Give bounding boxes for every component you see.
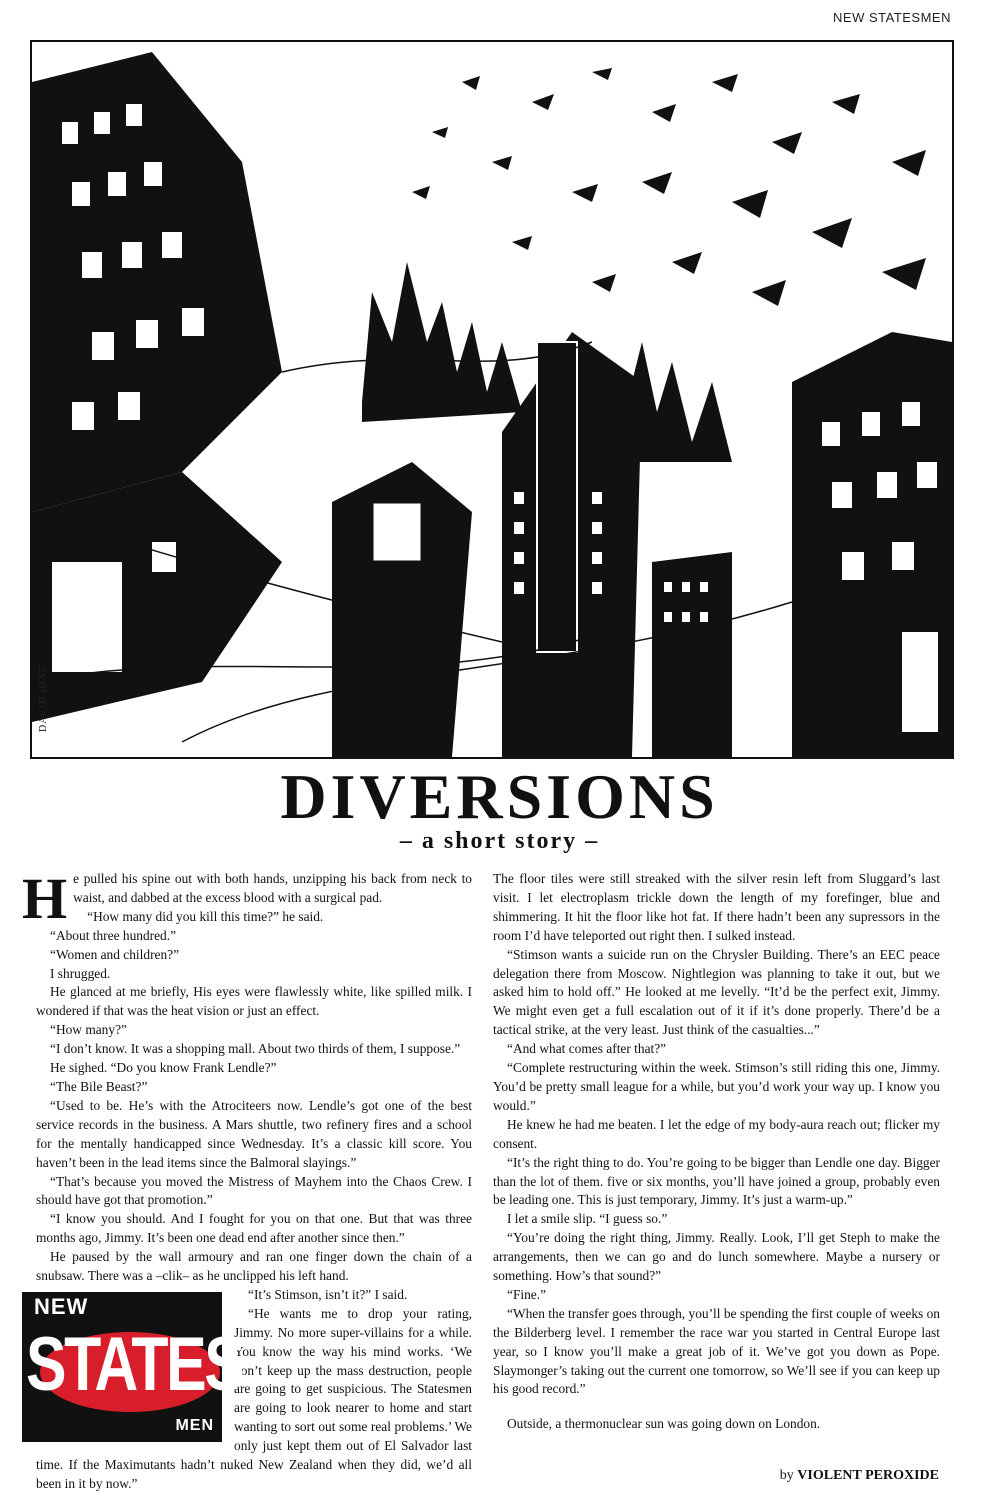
- paragraph: “Women and children?”: [50, 946, 180, 962]
- drop-cap: H: [22, 866, 68, 931]
- author-name: VIOLENT PEROXIDE: [797, 1468, 939, 1483]
- illustration-svg: [32, 42, 952, 757]
- paragraph: “That’s because you moved the Mistress of Mayhem into the Chaos Crew. I should have got that promotion.”: [36, 1173, 472, 1208]
- byline: [780, 1468, 939, 1484]
- paragraph: Outside, a thermonuclear sun was going down on London.: [507, 1416, 821, 1432]
- paragraph: “Fine.”: [507, 1286, 547, 1302]
- paragraph: “When the transfer goes through, you’ll be spending the first couple of weeks on the Bilderberg level. I remember the race war you started in Central Europe last year, so I know you’ll make a great job of it. We’ve got you down as Pope. Slaymonger’s taking out the current one tomorrow, so We’ll see if you can keep up his good record.”: [493, 1305, 940, 1397]
- logo-text-states: STATES: [26, 1321, 243, 1407]
- paragraph: “Stimson wants a suicide run on the Chrysler Building. There’s an EEC peace delegation there from Moscow. Nightlegion was planning to take it out, but we asked him to hold off.” He looked at me levelly. “It’d be the perfect exit, Jimmy. We might even get a full escalation out of it if it’s done properly. There’d be a tactical strike, at the very least. Just think of the casualties...”: [493, 946, 940, 1038]
- right-buildings: [792, 332, 952, 757]
- logo-text-men: MEN: [175, 1417, 214, 1435]
- paragraph: He knew he had me beaten. I let the edge of my body-aura reach out; flicker my consent.: [493, 1116, 940, 1151]
- paragraph: “I know you should. And I fought for you on that one. But that was three months ago, Jimmy. It’s been one dead end after another since then.”: [36, 1211, 472, 1246]
- paragraph: “Used to be. He’s with the Atrociteers now. Lendle’s got one of the best service records in the business. A Mars shuttle, two refinery fires and a school for the mentally handicapped since Wednesday. It’s a classic kill score. You haven’t been in the lead items since the Balmoral slayings.”: [36, 1097, 472, 1170]
- paragraph: “How many did you kill this time?” he said.: [87, 908, 324, 924]
- paragraph: I shrugged.: [50, 965, 111, 981]
- paragraph: “And what comes after that?”: [507, 1041, 667, 1057]
- paragraph: “You’re doing the right thing, Jimmy. Really. Look, I’ll get Steph to make the arrangements, then we can go and do lunch somewhere. Maybe a nursery or something. How’s that sound?”: [493, 1230, 940, 1284]
- paragraph: “How many?”: [50, 1022, 127, 1038]
- left-column: [22, 866, 472, 1494]
- illustrator-credit: DAVID HINE: [38, 664, 49, 732]
- paragraph: “I don’t know. It was a shopping mall. About two thirds of them, I suppose.”: [50, 1041, 461, 1057]
- city-illustration: [30, 40, 954, 759]
- paragraph: He sighed. “Do you know Frank Lendle?”: [50, 1060, 277, 1076]
- paragraph: He glanced at me briefly, His eyes were flawlessly white, like spilled milk. I wondered if that was the heat vision or just an effect.: [36, 984, 472, 1019]
- paragraph: “It’s the right thing to do. You’re going to be bigger than Lendle one day. Bigger than the lot of them. five or six months, you’ll have joined a group, probably even be leading one. This is just temporary, Jimmy. It’s just a warm-up.”: [493, 1154, 940, 1208]
- byline-prefix: by: [779, 1468, 794, 1483]
- story-title: DIVERSIONS: [280, 761, 719, 832]
- paragraph: He pulled his spine out with both hands, unzipping his back from neck to waist, and dabbed at the excess blood with a surgical pad.: [22, 866, 472, 931]
- right-column: [493, 870, 940, 1434]
- paragraph: He paused by the wall armoury and ran one finger down the chain of a snubsaw. There was a –clik– as he unclipped his left hand.: [36, 1249, 472, 1284]
- running-title: NEW STATESMEN: [833, 10, 951, 25]
- logo-text-new: NEW: [34, 1293, 89, 1319]
- paragraph: “It’s Stimson, isn’t it?” I said.: [248, 1286, 408, 1302]
- paragraph: The floor tiles were still streaked with the silver resin left from Sluggard’s last visit. I let electroplasm trickle down the length of my forefinger, blue and shimmering. It hit the floor like hot fat. If there hadn’t been any supressors in the room I’d have teleported out right then. I sulked instead.: [493, 871, 940, 943]
- new-statesmen-logo: [22, 1292, 243, 1442]
- paragraph: “About three hundred.”: [50, 927, 177, 943]
- paragraph: “Complete restructuring within the week. Stimson’s still riding this one, Jimmy. You’d be pretty small league for a while, but you’d work your way up. I know you would.”: [493, 1060, 940, 1113]
- paragraph: I let a smile slip. “I guess so.”: [507, 1211, 668, 1227]
- paragraph: “The Bile Beast?”: [50, 1078, 148, 1094]
- story-subtitle: – a short story –: [399, 828, 600, 854]
- paragraph: “He wants me to drop your rating, Jimmy. No more super-villains for a while. You know the way his mind works. ‘We don’t keep up the mass destruction, people are going to get suspicious. The Statesmen are going to look nearer to home and start wanting to sort out some real problems.’ We only just kept them out of El Salvador last time. If the Maximutants hadn’t nuked New Zealand when they did, we’d all been in it by now.”: [36, 1305, 472, 1491]
